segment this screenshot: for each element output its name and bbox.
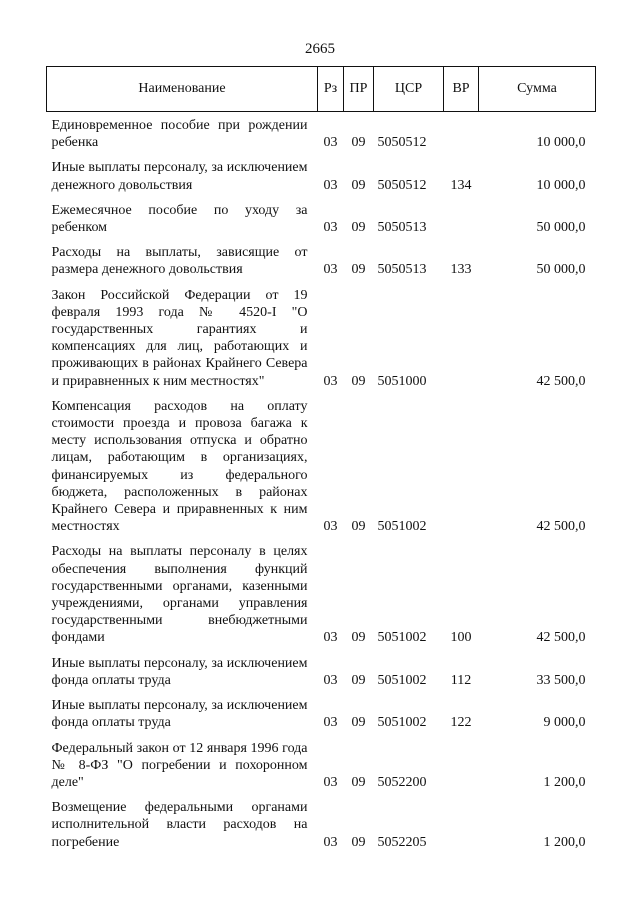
row-rz: 03 [323, 220, 338, 236]
table-row [47, 285, 596, 396]
row-pr: 09 [351, 774, 366, 790]
table-row [47, 797, 596, 857]
row-csr: 5051002 [377, 715, 427, 731]
row-vr: 100 [450, 630, 472, 646]
row-vr [444, 200, 479, 242]
table-header-row [47, 67, 596, 112]
row-pr: 09 [351, 519, 366, 535]
row-pr: 09 [351, 177, 366, 193]
table-row [47, 112, 596, 158]
header-csr: ЦСР [374, 67, 444, 112]
row-csr: 5051002 [377, 630, 427, 646]
row-vr [444, 738, 479, 798]
row-rz: 03 [323, 262, 338, 278]
row-sum: 33 500,0 [536, 672, 586, 688]
row-csr: 5051000 [377, 373, 427, 389]
row-csr: 5050513 [377, 262, 427, 278]
row-name: Иные выплаты персоналу, за исключением денежного довольствия [51, 160, 308, 193]
row-sum: 9 000,0 [543, 715, 586, 731]
row-rz: 03 [323, 519, 338, 535]
row-sum: 42 500,0 [536, 630, 586, 646]
budget-table [46, 66, 596, 857]
row-vr [444, 285, 479, 396]
row-rz: 03 [323, 177, 338, 193]
header-name: Наименование [47, 67, 318, 112]
row-rz: 03 [323, 672, 338, 688]
row-sum: 42 500,0 [536, 373, 586, 389]
table-row [47, 157, 596, 199]
row-pr: 09 [351, 135, 366, 151]
table-body [47, 112, 596, 857]
table-row [47, 396, 596, 542]
row-rz: 03 [323, 373, 338, 389]
row-pr: 09 [351, 715, 366, 731]
page-number: 2665 [305, 41, 335, 57]
row-csr: 5050512 [377, 135, 427, 151]
row-csr: 5050513 [377, 220, 427, 236]
table-row [47, 541, 596, 652]
row-name: Расходы на выплаты, зависящие от размера денежного довольствия [51, 245, 308, 278]
row-rz: 03 [323, 715, 338, 731]
table-row [47, 653, 596, 695]
row-name: Иные выплаты персоналу, за исключением фонда оплаты труда [51, 698, 308, 731]
row-rz: 03 [323, 630, 338, 646]
row-pr: 09 [351, 220, 366, 236]
row-csr: 5050512 [377, 177, 427, 193]
row-rz: 03 [323, 774, 338, 790]
row-name: Федеральный закон от 12 января 1996 года № 8-ФЗ "О погребении и похоронном деле" [51, 740, 308, 790]
row-name: Единовременное пособие при рождении ребенка [51, 118, 308, 151]
row-sum: 50 000,0 [536, 262, 586, 278]
table-row [47, 738, 596, 798]
row-sum: 1 200,0 [543, 834, 586, 850]
header-sum: Сумма [479, 67, 596, 112]
row-rz: 03 [323, 834, 338, 850]
row-vr [444, 396, 479, 542]
row-vr: 122 [450, 715, 472, 731]
row-name: Ежемесячное пособие по уходу за ребенком [51, 202, 308, 236]
row-name: Расходы на выплаты персоналу в целях обеспечения выполнения функций государственными органами, казенными учреждениями, органами управления государственными внебюджетными фондами [51, 544, 308, 646]
row-pr: 09 [351, 630, 366, 646]
row-name: Иные выплаты персоналу, за исключением фонда оплаты труда [51, 655, 308, 688]
row-vr: 112 [450, 672, 472, 688]
row-name: Возмещение федеральными органами исполнительной власти расходов на погребение [51, 800, 308, 850]
header-vr: ВР [444, 67, 479, 112]
row-sum: 42 500,0 [536, 519, 586, 535]
row-name: Закон Российской Федерации от 19 февраля 1993 года № 4520-I "О государственных гарантиях и компенсациях для лиц, работающих и проживающих в районах Крайнего Севера и приравненных к ним местностях" [51, 287, 308, 389]
header-rz: Рз [318, 67, 344, 112]
row-csr: 5052205 [377, 834, 427, 850]
row-sum: 50 000,0 [536, 220, 586, 236]
table-row [47, 695, 596, 737]
row-vr [444, 112, 479, 158]
row-csr: 5051002 [377, 519, 427, 535]
row-rz: 03 [323, 135, 338, 151]
row-vr: 133 [450, 262, 472, 278]
row-pr: 09 [351, 672, 366, 688]
row-pr: 09 [351, 834, 366, 850]
row-vr [444, 797, 479, 857]
row-csr: 5051002 [377, 672, 427, 688]
row-sum: 10 000,0 [536, 177, 586, 193]
table-row [47, 200, 596, 242]
row-vr: 134 [450, 177, 472, 193]
header-pr: ПР [344, 67, 374, 112]
row-csr: 5052200 [377, 774, 427, 790]
row-sum: 10 000,0 [536, 135, 586, 151]
row-sum: 1 200,0 [543, 774, 586, 790]
row-pr: 09 [351, 262, 366, 278]
table-row [47, 242, 596, 284]
row-name: Компенсация расходов на оплату стоимости проезда и провоза багажа к месту использования отпуска и обратно лицам, работающим в организациях, финансируемых из федерального бюджета, расположенных в районах Крайнего Севера и приравненных к ним местностях [51, 398, 308, 535]
row-pr: 09 [351, 373, 366, 389]
